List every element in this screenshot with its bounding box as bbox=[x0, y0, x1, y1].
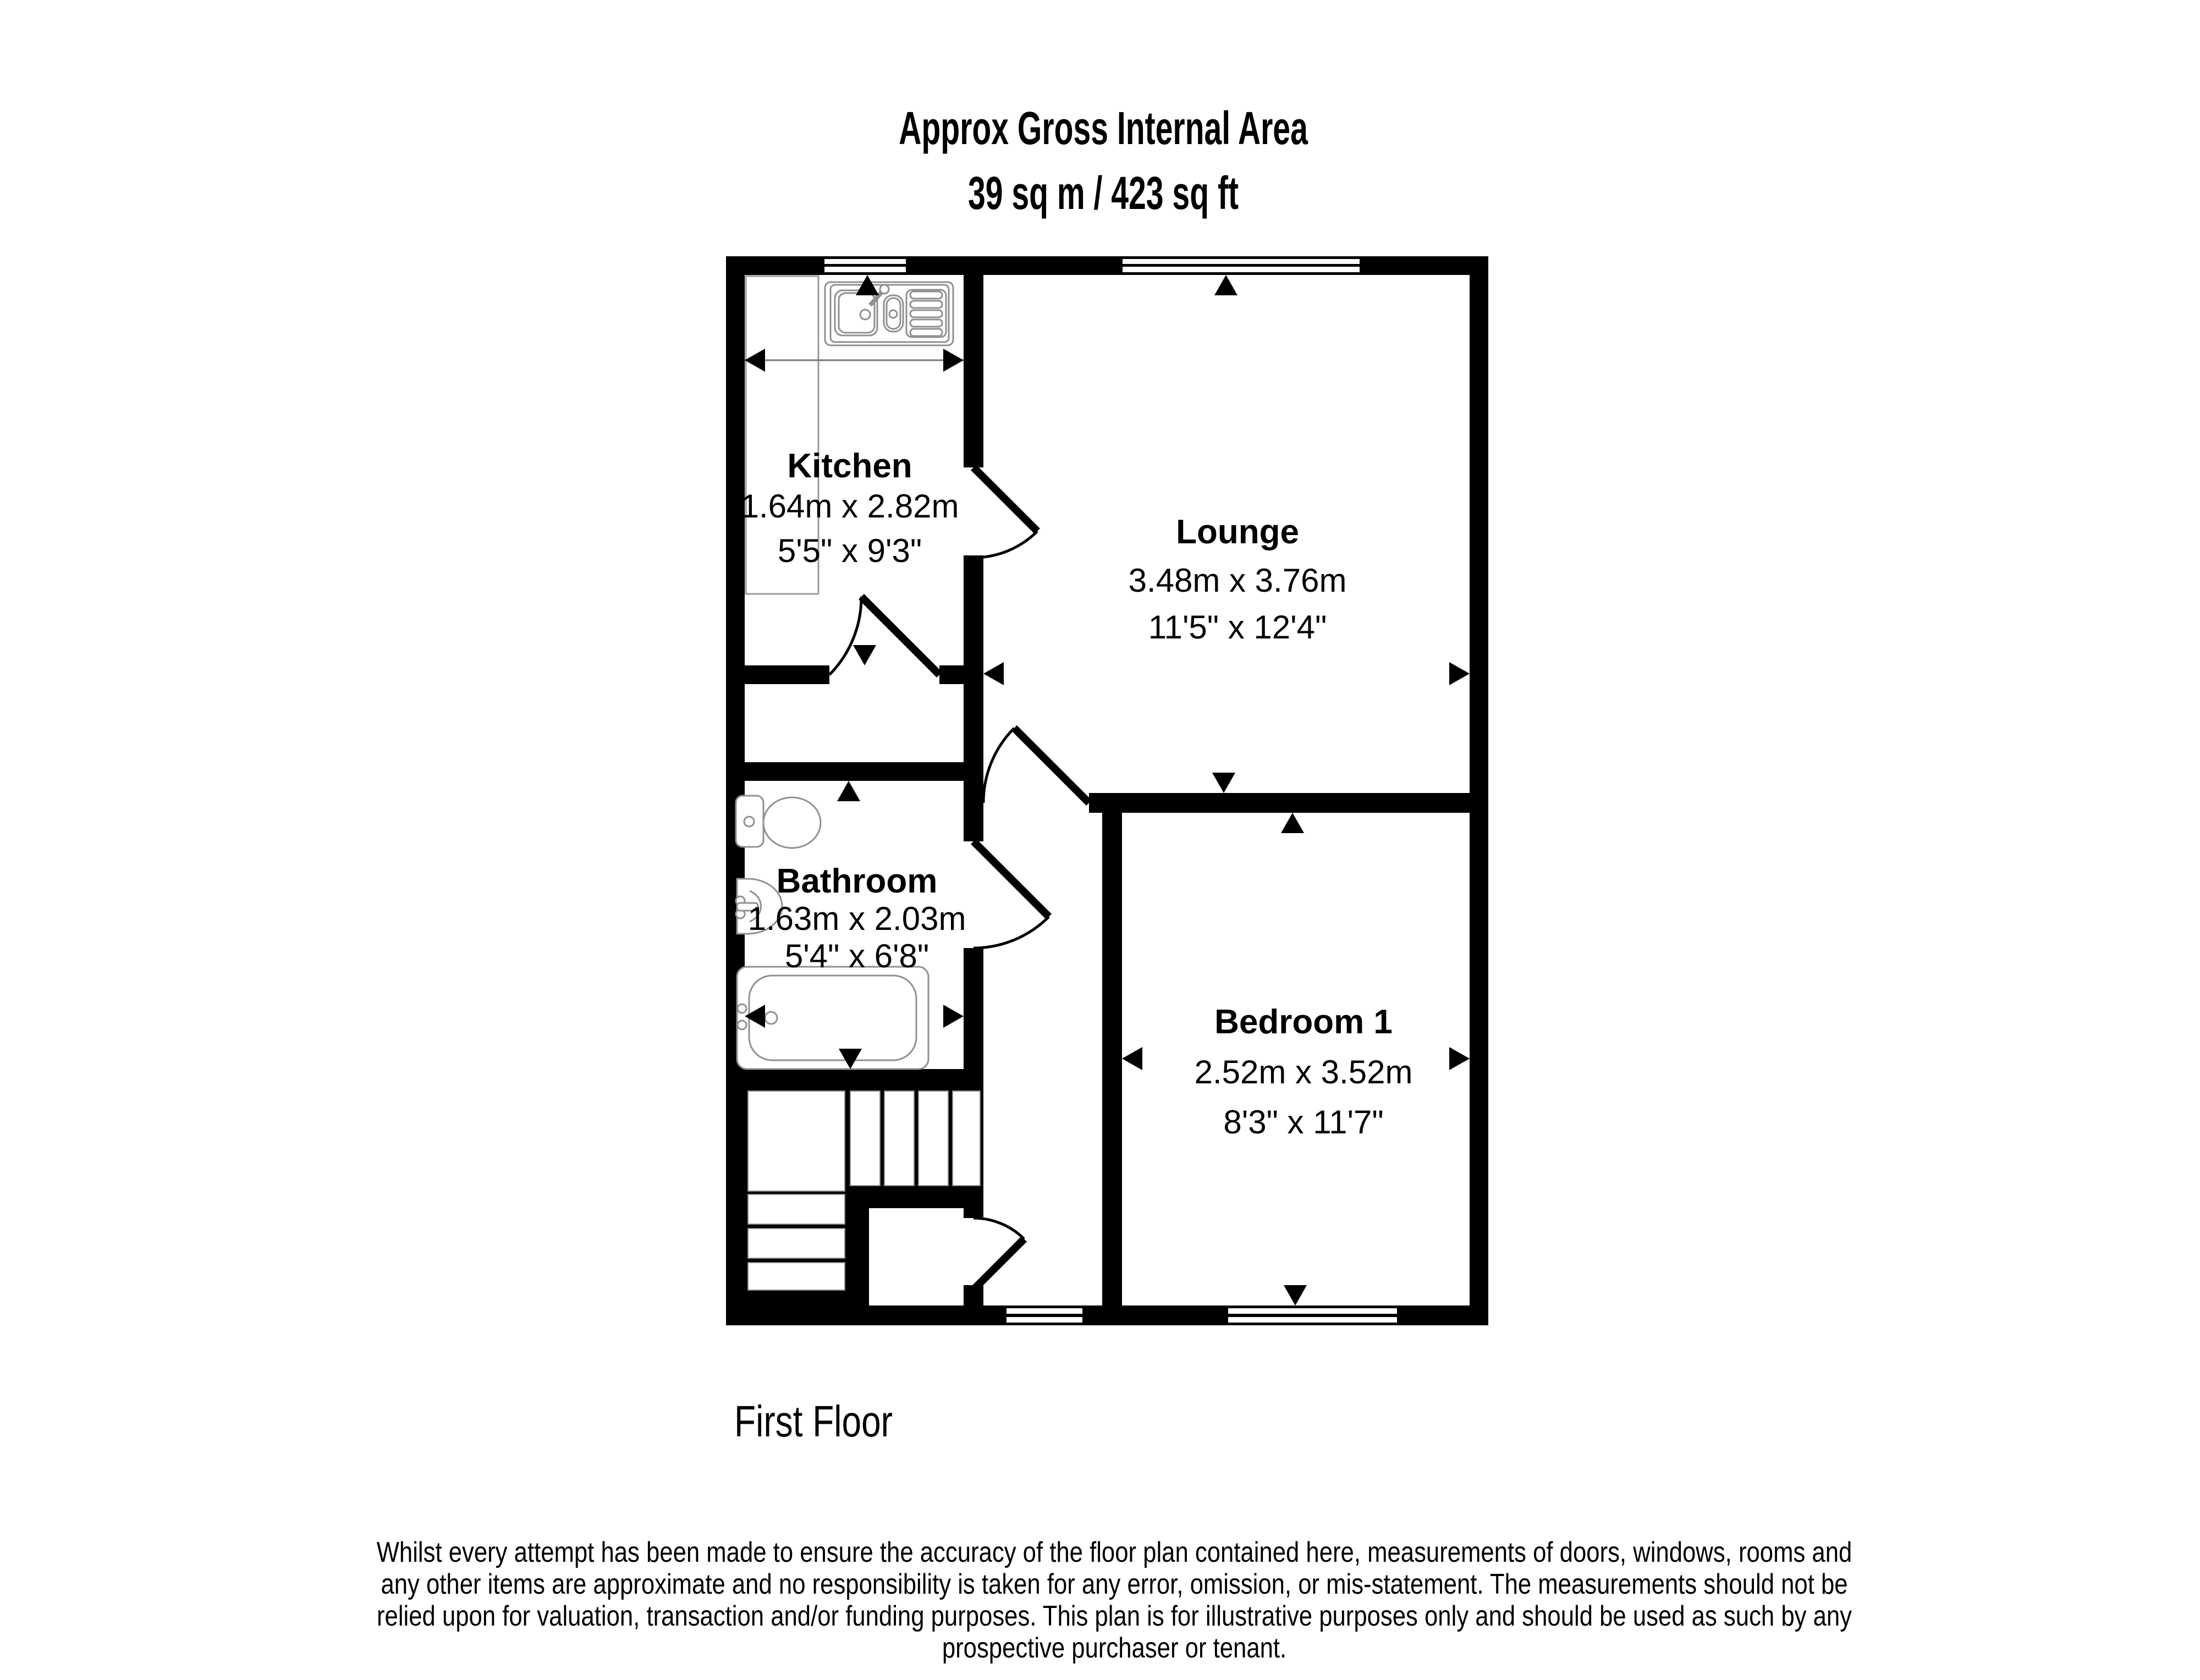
bath-tap bbox=[738, 1021, 746, 1029]
floor-label-text: First Floor bbox=[734, 1397, 893, 1446]
sink-drain bbox=[860, 310, 870, 320]
toilet-bowl bbox=[763, 797, 821, 848]
disclaimer-line: any other items are approximate and no responsibility is taken for any error, omission, or mis-statement. The measurements should not be bbox=[381, 1568, 1848, 1600]
wall-left bbox=[726, 256, 745, 1325]
stair-tread bbox=[884, 1091, 914, 1186]
stair-landing bbox=[748, 1091, 845, 1191]
floor-label bbox=[734, 1397, 893, 1446]
wall-bedroom-left bbox=[1102, 793, 1122, 1306]
wall-bathroom-bottom bbox=[726, 1069, 983, 1088]
window-kitchen bbox=[824, 256, 906, 275]
room-imperial: 5'5" x 9'3" bbox=[777, 532, 922, 569]
stair-vestibule bbox=[869, 1208, 964, 1306]
stairs bbox=[745, 1088, 983, 1306]
kitchen-sink-icon bbox=[825, 282, 953, 345]
front-door-opening bbox=[964, 1218, 983, 1285]
wall-lounge-bedroom bbox=[1089, 793, 1470, 813]
wall-bathroom-right bbox=[964, 948, 983, 1088]
toilet-flush bbox=[744, 817, 754, 827]
stair-tread bbox=[850, 1091, 880, 1186]
bath-tap bbox=[738, 1004, 746, 1013]
bath-drain bbox=[765, 1012, 777, 1024]
room-name: Lounge bbox=[1176, 513, 1299, 551]
stair-tread bbox=[748, 1263, 845, 1290]
stair-tread bbox=[953, 1091, 980, 1186]
room-metric: 1.63m x 2.03m bbox=[747, 900, 966, 937]
stair-tread bbox=[919, 1091, 948, 1186]
disclaimer-line: Whilst every attempt has been made to ensure the accuracy of the floor plan contained here, measurements of doors, windows, rooms and bbox=[376, 1536, 1852, 1568]
title-area-label: Approx Gross Internal Area bbox=[899, 103, 1308, 155]
room-imperial: 8'3" x 11'7" bbox=[1223, 1104, 1384, 1141]
plan-title-line2 bbox=[968, 168, 1239, 219]
room-metric: 1.64m x 2.82m bbox=[740, 488, 959, 525]
window-lounge bbox=[1123, 256, 1360, 275]
room-metric: 2.52m x 3.52m bbox=[1194, 1054, 1413, 1090]
toilet-icon bbox=[736, 796, 821, 848]
window-bedroom bbox=[1228, 1306, 1397, 1325]
wall-right bbox=[1470, 256, 1488, 1325]
plan-title-line1 bbox=[899, 103, 1308, 155]
room-bedroom-label bbox=[1195, 1003, 1413, 1141]
room-imperial: 11'5" x 12'4" bbox=[1148, 609, 1327, 646]
wall-kitchen-lounge-upper bbox=[964, 275, 983, 467]
wall-kitchen-bottom-left bbox=[726, 665, 829, 684]
wall-kitchen-lounge-lower bbox=[964, 555, 983, 841]
window-landing bbox=[1007, 1306, 1082, 1325]
room-metric: 3.48m x 3.76m bbox=[1128, 562, 1347, 599]
room-name: Bathroom bbox=[776, 862, 938, 900]
room-name: Kitchen bbox=[787, 447, 912, 485]
room-imperial: 5'4" x 6'8" bbox=[784, 938, 930, 974]
stair-tread bbox=[748, 1194, 845, 1224]
wall-bathroom-top bbox=[726, 762, 983, 781]
title-area-value: 39 sq m / 423 sq ft bbox=[968, 168, 1239, 219]
wall-kitchen-bottom-right bbox=[939, 665, 983, 684]
stair-tread bbox=[748, 1229, 845, 1258]
bathtub-icon bbox=[737, 967, 928, 1069]
disclaimer-line: relied upon for valuation, transaction and/or funding purposes. This plan is for illustrative purposes only and should be used as such by any bbox=[376, 1600, 1852, 1632]
room-name: Bedroom 1 bbox=[1214, 1003, 1393, 1041]
disclaimer-line: prospective purchaser or tenant. bbox=[942, 1632, 1287, 1664]
